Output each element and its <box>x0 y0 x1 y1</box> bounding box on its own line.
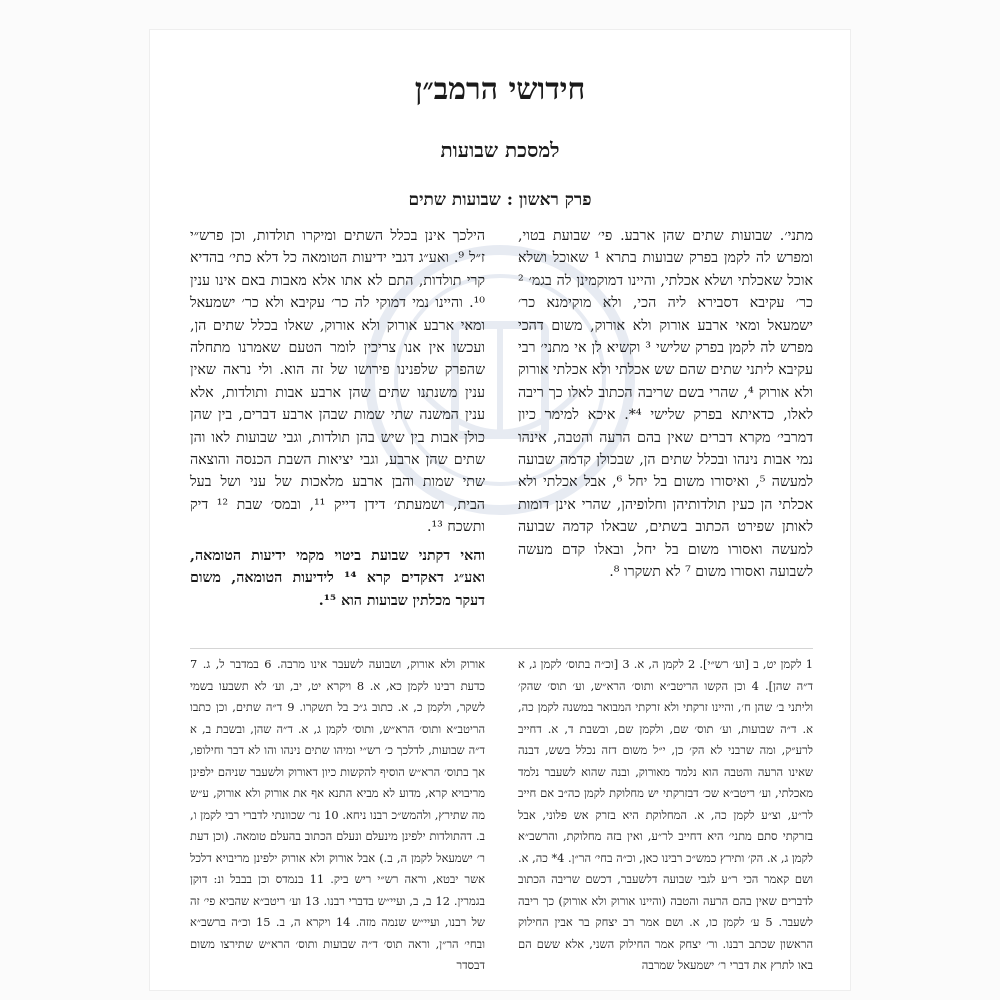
main-paragraph: הילכך אינן בכלל השתים ומיקרו תולדות, וכן פרש״י ז״ל ⁹. ואע״ג דגבי ידיעות הטומאה כל דלא כתי׳ בהדיא קרי תולדות, התם לא אתו אלא מאבות באם אינו ענין ¹⁰. והיינו נמי דמוקי לה כר׳ עקיבא ולא כר׳ ישמעאל ומאי ארבע אורוק ולא אורוק, שאלו בכלל שתים הן, ועכשו אין אנו צריכין לומר הטעם שאמרנו מתחלה שהפרק שלפנינו פירושו של זה הוא. ולי נראה שאין ענין משנתנו שתים שהן ארבע אבות ותולדות, אלא ענין המשנה שתי שמות שבהן ארבע דברים, בין שהן כולן אבות בין שיש בהן תולדות, וגבי שבועות לאו והן שתים שהן ארבע, וגבי יציאות השבת הכנסה והוצאה שתי שמות והבן ארבע מלאכות של עני ושל בעל הבית, ושמעתת׳ דידן דייק ¹¹, ובמס׳ שבת ¹² דיק ותשכח ¹³. <box>190 228 485 536</box>
main-paragraph: מתני׳. שבועות שתים שהן ארבע. פי׳ שבועת בטוי, ומפרש לה לקמן בפרק שבועות בתרא ¹ שאוכל ושלא אוכל שאכלתי ושלא אכלתי, והיינו דמוקמינן לה בגמ׳ ² כר׳ עקיבא דסבירא ליה הכי, ולא מוקימנא כר׳ ישמעאל ומאי ארבע אורוק ולא אורוק, משום דהכי מפרש לה לקמן בפרק שלישי ³ וקשיא לן אי מתני׳ רבי עקיבא ליתני שתים שהם שש אכלתי ולא אכלתי אורוק ולא אורוק ⁴, שהרי בשם שריבה הכתוב לאלו כך ריבה לאלו, כדאיתא בפרק שלישי ⁴*. איכא למימר כיון דמרבי׳ מקרא דברים שאין בהם הרעה והטבה, אינהו נמי אבות נינהו ובכלל שתים הן, שבכולן קדמה שבועה למעשה ⁵, ואיסורו משום בל יחל ⁶, אבל אכלתי ולא אכלתי הן כעין תולדותיהן וחלופיהן, שהרי אינן דומות לאותן שפירט הכתוב בשתים, שבאלו קדמה שבועה למעשה ואסורו משום בל יחל, ובאלו קדם מעשה לשבועה ואסורו משום ⁷ לא תשקרו ⁸. <box>518 228 814 581</box>
page-title: חידושי הרמב״ן <box>414 72 586 107</box>
footnote-divider <box>190 648 813 649</box>
footnotes-left-column: אורוק ולא אורוק, ושבועה לשעבר אינו מרבה. 6 במדבר ל, ג. 7 כדעת רבינו לקמן כא, א. 8 ויקרא יט, יב, וע׳ לא תשבעו בשמי לשקר, ולקמן כ, א. כתוב ג״כ בל תשקרו. 9 ד״ה שתים, וכן כתבו הריטב״א ותוס׳ הרא״ש, ותוס׳ לקמן ג, א. ד״ה שהן, ובשבת ב, א ד״ה שבועות, לדלכך כ׳ רש״י ומיהו שתים נינהו והו לא דבר וחילופו, אך בתוס׳ הרא״ש הוסיף להקשות כיון דאורוק ולשעבר שניהם ילפינן מריבויא קרא, מדוע לא מביא התנא אף את אורוק ולא אורוק, ע״ש מה שתירץ, ולהמש״כ רבנו ניחא. 10 נר׳ שכוונתי לדברי רבי לקמן ו, ב. דהתולדות ילפינן מינעלם ונעלם הכתוב בהעלם טומאה. (וכן דעת ר׳ ישמעאל לקמן ה, ב.) אבל אורוק ולא אורוק ילפינן מריבויא דלכל אשר יבטא, וראה רש״י ריש ביק. 11 בנמדס וכן בבבל ונ: דוקן בגמרין. 12 ב, ב, ועיי״ש בדברי רבנו. 13 וע׳ ריטב״א שהביא פי׳ זה של רבנו, ועיי״ש שנמה מזה. 14 ויקרא ה, ב. 15 וכ״ה ברשב״א ובחי׳ הר״ן, וראה תוס׳ ד״ה שבועות ותוס׳ הרא״ש שתירצו משום דבסדר <box>190 657 486 972</box>
main-text-right-column <box>518 225 813 584</box>
page-subtitle: למסכת שבועות <box>440 138 560 162</box>
footnotes-right-column: 1 לקמן יט, ב [וע׳ רש״י]. 2 לקמן ה, א. 3 [וכ״ה בתוס׳ לקמן ג, א ד״ה שהן]. 4 וכן הקשו הריטב״א ותוס׳ הרא״ש, וע׳ תוס׳ שהק׳ וליתני ב׳ שהן ח׳, והיינו זרקתי ולא זרקתי המבואר במשנה לקמן כה, א. ד״ה שבועות, וע׳ תוס׳ שם, ולקמן שם, ובשבת ד, א. דחייב לרע״ק, ומה שרבני לא הק׳ כן, י״ל משום דזה נכלל בשש, דבנה שאינו הרעה והטבה הוא נלמד מאורוק, ובנה שהוא לשעבר נלמד מאכלתי, וע׳ ריטב״א שכ׳ דבזרקתי יש מחלוקת לקמן כה״ב אם חייב לר״ע, וצ״ע לקמן כה, א. המחלוקת היא בזרק אש פלוני, אבל בזרקתי סתם מתני׳ היא דחייב לר״ע, ואין בזה מחלוקת, והרשב״א לקמן ג, א. הק׳ ותירץ כמש״כ רבינו כאן, וכ״ה בחי׳ הר״ן. 4* כה, א. ושם קאמר הכי ר״ע לגבי שבועה דלשעבר, דכשם שריבה הכתוב לדברים שאין בהם הרעה והטבה (והיינו אורוק ולא אורוק) כך ריבה לשעבר. 5 ע׳ לקמן כו, א. ושם אמר רב יצחק בר אבין החילוק הראשון שכתב רבנו. ור׳ יצחק אמר החילוק השני, אלא ששם הם באו לתרץ את דברי ר׳ ישמעאל שמרבה <box>518 657 814 972</box>
book-page <box>150 30 850 990</box>
main-text-left-column <box>190 225 485 612</box>
chapter-heading: פרק ראשון : שבועות שתים <box>408 190 592 210</box>
main-paragraph: והאי דקתני שבועת ביטוי מקמי ידיעות הטומאה, ואע״ג דאקדים קרא ¹⁴ לידיעות הטומאה, משום דעקר מכלתין שבועות הוא ¹⁵. <box>190 547 485 609</box>
